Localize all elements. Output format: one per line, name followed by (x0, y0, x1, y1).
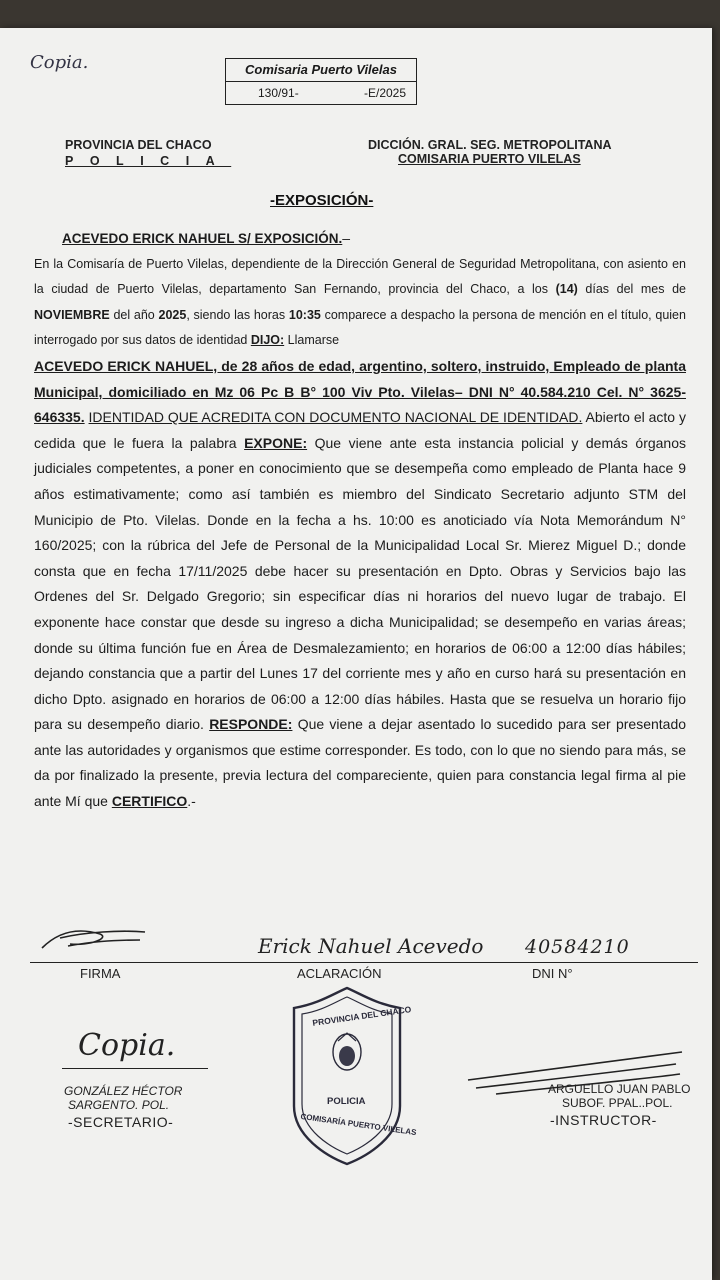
handwritten-dni: 40584210 (525, 936, 630, 958)
subject-line: ACEVEDO ERICK NAHUEL S/ EXPOSICIÓN.– (62, 230, 351, 246)
secretario-name: GONZÁLEZ HÉCTOR (64, 1084, 183, 1098)
header-box (225, 58, 417, 105)
comisaria-heading: COMISARIA PUERTO VILELAS (398, 152, 581, 166)
instructor-name: ARGUELLO JUAN PABLO (548, 1082, 691, 1096)
secretario-signature: Copia. (78, 1028, 176, 1063)
seal-top-text: PROVINCIA DEL CHACO (311, 1004, 412, 1028)
secretario-role: -SECRETARIO- (68, 1114, 174, 1130)
identity-text: ACEVEDO ERICK NAHUEL, de 28 años de edad, argentino, soltero, instruido, Empleado de planta Municipal, domiciliado en Mz 06 Pc B B° 100 Viv Pto. Vilelas– DNI N° 40.584.210 Cel. N° 3625-646335. (34, 357, 686, 426)
signature-line (30, 962, 698, 963)
aclaracion-label: ACLARACIÓN (297, 966, 382, 981)
handwritten-name: Erick Nahuel Acevedo (258, 934, 484, 958)
identity-accredited: IDENTIDAD QUE ACREDITA CON DOCUMENTO NACIONAL DE IDENTIDAD. (88, 409, 583, 426)
handwritten-copia-mark: Copia. (30, 52, 89, 73)
seal-bottom-text: COMISARÍA PUERTO VILELAS (299, 1111, 417, 1138)
direccion-heading: DICCIÓN. GRAL. SEG. METROPOLITANA (368, 138, 612, 152)
instructor-role: -INSTRUCTOR- (550, 1112, 657, 1128)
instructor-rank: SUBOF. PPAL..POL. (562, 1096, 673, 1110)
paragraph-intro: En la Comisaría de Puerto Vilelas, dependiente de la Dirección General de Seguridad Metropolitana, con asiento en la ciudad de Puerto Vilelas, departamento San Fernando, provincia del Chaco, a los (14) días del mes de NOVIEMBRE del año 2025, siendo las horas 10:35 comparece a despacho la persona de mención en el título, quien interrogado por sus datos de identidad DIJO: Llamarse (34, 256, 686, 348)
firma-label: FIRMA (80, 966, 121, 981)
secretario-rank: SARGENTO. POL. (68, 1098, 170, 1112)
header-box-number-left: 130/91- (258, 86, 299, 100)
firma-signature-icon (40, 924, 150, 954)
secretario-signature-line (62, 1068, 208, 1069)
document-title: -EXPOSICIÓN- (270, 192, 374, 209)
header-box-number-right: -E/2025 (364, 86, 407, 100)
seal-middle-text: POLICIA (327, 1096, 366, 1107)
dni-label: DNI N° (532, 966, 573, 981)
document-page (0, 28, 712, 1280)
provincia-heading: PROVINCIA DEL CHACO (65, 138, 212, 152)
header-box-title: Comisaria Puerto Vilelas (226, 59, 416, 82)
policia-heading: POLICIA (65, 154, 232, 168)
document-body (34, 226, 686, 815)
paragraph-main: ACEVEDO ERICK NAHUEL, de 28 años de edad, argentino, soltero, instruido, Empleado de planta Municipal, domiciliado en Mz 06 Pc B B° 100 Viv Pto. Vilelas– DNI N° 40.584.210 Cel. N° 3625-646335. IDENTIDAD QUE ACREDITA CON DOCUMENTO NACIONAL DE IDENTIDAD. Abierto el acto y cedida que le fuera la palabra EXPONE: Que viene ante esta instancia policial y demás órganos judiciales competentes, a poner en conocimiento que se desempeña como empleado de Planta hace 9 años estimativamente; como así también es miembro del Sindicato Secretario adjunto STM del Municipio de Pto. Vilelas. Donde en la fecha a hs. 10:00 es anoticiado vía Nota Memorándum N° 160/2025; con la rúbrica del Jefe de Personal de la Municipalidad Local Sr. Mierez Miguel D.; donde consta que en fecha 17/11/2025 debe hacer su presentación en Dpto. Obras y Servicios bajo las Ordenes del Sr. Delgado Gregorio; sin especificar días ni horarios del nuevo lugar de trabajo. El exponente hace constar que desde su ingreso a dicha Municipalidad; se desempeño en varias áreas; donde su última función fue en Área de Desmalezamiento; en horarios de 06:00 a 12:00 días hábiles; dejando constancia que a partir del Lunes 17 del corriente mes y año en curso hará su presentación en dicho Dpto. asignado en horarios de 06:00 a 12:00 días hábiles. Hasta que se resuelva un horario fijo para su desempeño diario. RESPONDE: Que viene a dejar asentado lo sucedido para ser presentado ante las autoridades y organismos que estime corresponder. Es todo, con lo que no siendo para más, se da por finalizado la presente, previa lectura del compareciente, quien para constancia legal firma al pie ante Mí que CERTIFICO.- (34, 357, 687, 810)
